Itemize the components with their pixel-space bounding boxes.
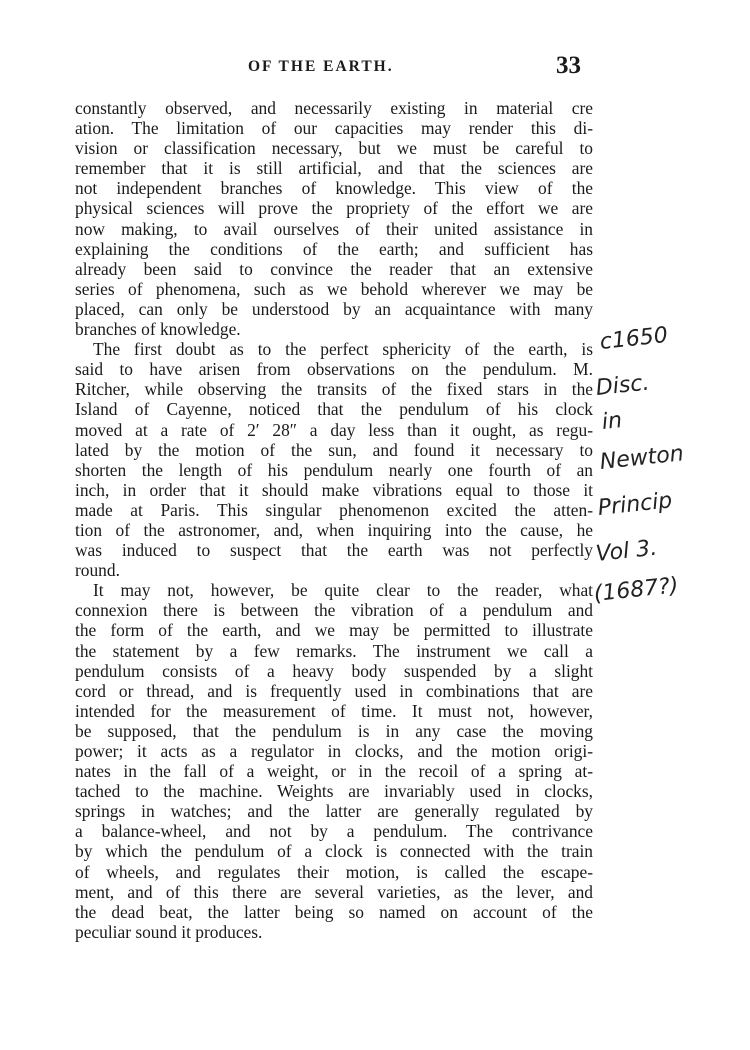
marginal-note-line: c1650 bbox=[598, 322, 670, 355]
text-line: Island of Cayenne, noticed that the pendulum of his clock bbox=[75, 399, 593, 420]
text-line: now making, to avail ourselves of their united assistance in bbox=[75, 218, 593, 239]
running-title: OF THE EARTH. bbox=[248, 58, 394, 75]
text-line: lated by the motion of the sun, and found it necessary to bbox=[75, 439, 593, 460]
marginal-note-line: (1687?) bbox=[592, 573, 680, 607]
text-line: a balance-wheel, and not by a pendulum. The contrivance bbox=[75, 821, 593, 842]
marginal-note-line: in bbox=[600, 407, 624, 435]
text-line: by which the pendulum of a clock is connected with the train bbox=[75, 841, 593, 862]
text-line: intended for the measurement of time. It must not, however, bbox=[75, 700, 593, 721]
text-line: was induced to suspect that the earth was not perfectly bbox=[75, 540, 593, 561]
text-line: vision or classification necessary, but we must be careful to bbox=[75, 138, 593, 159]
text-line: cord or thread, and is frequently used in combinations that are bbox=[75, 680, 593, 701]
text-line: nates in the fall of a weight, or in the recoil of a spring at- bbox=[75, 761, 593, 782]
text-line: It may not, however, be quite clear to the reader, what bbox=[93, 580, 593, 601]
text-line: the form of the earth, and we may be permitted to illustrate bbox=[75, 620, 593, 641]
text-line: of wheels, and regulates their motion, is called the escape- bbox=[75, 861, 593, 882]
text-line: explaining the conditions of the earth; and sufficient has bbox=[75, 238, 593, 259]
text-line: made at Paris. This singular phenomenon excited the atten- bbox=[75, 499, 593, 520]
text-line: ation. The limitation of our capacities may render this di- bbox=[75, 118, 593, 139]
text-line: the statement by a few remarks. The instrument we call a bbox=[75, 640, 593, 661]
text-line: springs in watches; and the latter are generally regulated by bbox=[75, 801, 593, 822]
paragraph bbox=[75, 580, 593, 942]
text-line: said to have arisen from observations on the pendulum. M. bbox=[75, 359, 593, 380]
text-line: connexion there is between the vibration of a pendulum and bbox=[75, 600, 593, 621]
text-line: round. bbox=[75, 560, 120, 581]
text-line: branches of knowledge. bbox=[75, 319, 241, 340]
text-line: pendulum consists of a heavy body suspended by a slight bbox=[75, 660, 593, 681]
text-line: series of phenomena, such as we behold wherever we may be bbox=[75, 278, 593, 299]
running-head bbox=[0, 52, 750, 82]
body-text bbox=[75, 98, 593, 942]
text-line: physical sciences will prove the propriety of the effort we are bbox=[75, 198, 593, 219]
text-line: tached to the machine. Weights are invariably used in clocks, bbox=[75, 781, 593, 802]
text-line: peculiar sound it produces. bbox=[75, 921, 263, 942]
text-line: The first doubt as to the perfect sphericity of the earth, is bbox=[93, 339, 593, 360]
paragraph bbox=[75, 98, 593, 339]
page-number: 33 bbox=[556, 52, 581, 79]
text-line: remember that it is still artificial, and that the sciences are bbox=[75, 158, 593, 179]
text-line: inch, in order that it should make vibrations equal to those it bbox=[75, 479, 593, 500]
text-line: the dead beat, the latter being so named on account of the bbox=[75, 901, 593, 922]
marginal-note-line: Newton bbox=[598, 441, 685, 475]
text-line: be supposed, that the pendulum is in any case the moving bbox=[75, 720, 593, 741]
text-line: Ritcher, while observing the transits of the fixed stars in the bbox=[75, 379, 593, 400]
text-line: constantly observed, and necessarily existing in material cre bbox=[75, 98, 593, 118]
text-line: ment, and of this there are several varieties, as the lever, and bbox=[75, 881, 593, 902]
paragraph bbox=[75, 339, 593, 580]
text-line: moved at a rate of 2′ 28″ a day less than it ought, as regu- bbox=[75, 419, 593, 440]
marginal-note-line: Disc. bbox=[594, 370, 651, 401]
text-line: placed, can only be understood by an acquaintance with many bbox=[75, 298, 593, 319]
marginal-note-line: Princip bbox=[596, 488, 674, 521]
text-line: not independent branches of knowledge. This view of the bbox=[75, 178, 593, 199]
text-line: power; it acts as a regulator in clocks, and the motion origi- bbox=[75, 741, 593, 761]
text-line: tion of the astronomer, and, when inquiring into the cause, he bbox=[75, 519, 593, 540]
text-line: already been said to convince the reader that an extensive bbox=[75, 258, 593, 279]
marginal-note-line: Vol 3. bbox=[594, 535, 659, 567]
text-line: shorten the length of his pendulum nearly one fourth of an bbox=[75, 459, 593, 480]
